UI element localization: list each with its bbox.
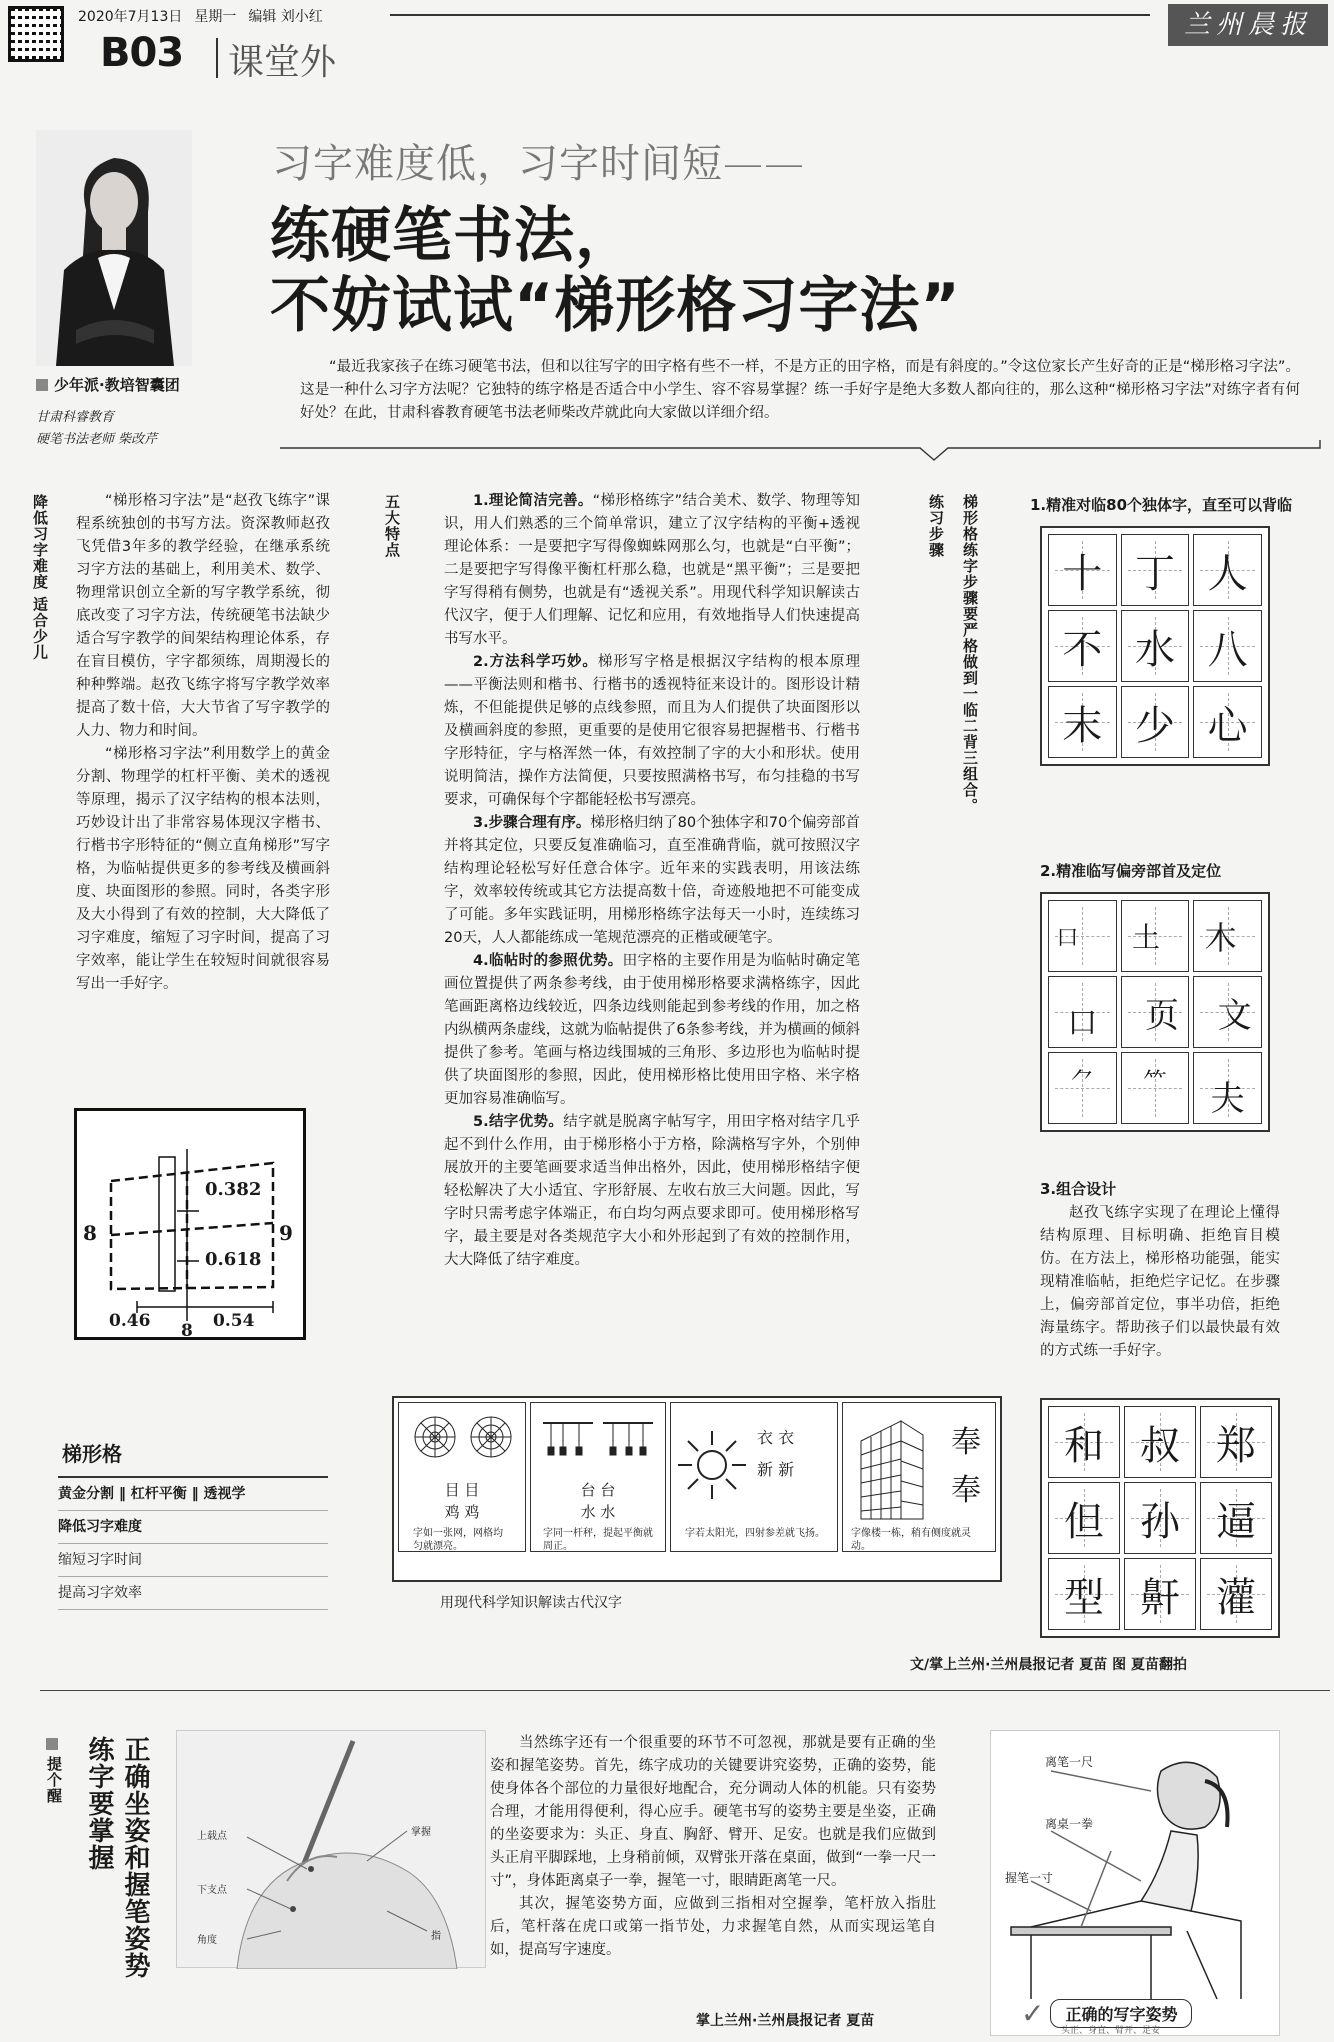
posture-figure (990, 1730, 1280, 2036)
header-meta (78, 6, 323, 26)
bottom-edge-label: 8 (181, 1321, 193, 1341)
step-3-title: 3.组合设计 (1040, 1180, 1117, 1198)
practice-cell: 丁 (1121, 534, 1190, 606)
feature-3 (444, 812, 860, 950)
square-icon (36, 379, 48, 391)
practice-cell: 心 (1193, 686, 1262, 758)
section-name: 课堂外 (228, 42, 337, 83)
posture-label: 离桌一拳 (1045, 1817, 1094, 1831)
illus-caption: 字像楼一栋，稍有侧度就灵动。 (851, 1528, 971, 1552)
radical-cell: ⺈ (1048, 1052, 1117, 1124)
posture-label: 离笔一尺 (1045, 1755, 1094, 1769)
feature-3-text: 梯形格归纳了80个独体字和70个偏旁部首并将其定位，只要反复准确临习，直至准确背临，就可按照汉字结构理论轻松写好任意合体字。近年来的实践表明，用该法练字，效率较传统或其它方法提高数十倍，奇迹般地把不可能变成了可能。多年实践证明，用梯形格练字法每天一小时，连续练习20天，人人都能练成一笔规范漂亮的正楷或硬笔字。 (444, 815, 860, 946)
student-icon (991, 1731, 1281, 2001)
illus-caption: 字如一张网，网格均匀就漂亮。 (413, 1528, 503, 1552)
scale-icon (533, 1409, 663, 1469)
lead-bracket (280, 440, 1330, 462)
compound-cell: 和 (1048, 1406, 1120, 1478)
left-body (76, 490, 330, 996)
legend-item: 提高习字效率 (58, 1577, 328, 1610)
posture-subcaption: 头正、身直、臂开、足安 (1061, 2026, 1161, 2036)
illus-caption: 字同一杆秤，提起平衡就周正。 (543, 1528, 653, 1552)
masthead: 兰州晨报 (1168, 4, 1328, 46)
practice-cell: 八 (1193, 610, 1262, 682)
practice-cell: 人 (1193, 534, 1262, 606)
legend-title: 梯形格 (62, 1442, 122, 1466)
feature-2 (444, 651, 860, 812)
legend-list (58, 1476, 328, 1610)
step-3-grid (1040, 1398, 1280, 1638)
compound-cell: 灌 (1200, 1558, 1272, 1630)
check-icon: ✓ (1021, 1997, 1045, 2030)
editor: 编辑 刘小红 (248, 9, 323, 25)
illus-chars: 目 目 (444, 1481, 480, 1499)
building-icon (851, 1411, 931, 1521)
feature-4-head: 4.临帖时的参照优势。 (473, 953, 623, 969)
left-edge-label: 8 (83, 1221, 97, 1245)
bottom-title-2: 练字要掌握 (84, 1736, 114, 1871)
compound-cell: 鼾 (1124, 1558, 1196, 1630)
hand-label: 上载点 (197, 1831, 227, 1842)
tip-label: 提个醒 (45, 1756, 63, 1804)
column-tag (36, 374, 180, 395)
compound-cell: 郑 (1200, 1406, 1272, 1478)
right-edge-label: 9 (279, 1221, 293, 1245)
bottom-title-1: 正确坐姿和握笔姿势 (120, 1736, 150, 1979)
feature-4 (444, 950, 860, 1111)
bottom-body (490, 1732, 936, 1962)
feature-1-head: 1.理论简洁完善。 (473, 493, 593, 509)
author-name: 硬笔书法老师 柴改芹 (36, 432, 158, 447)
page-number: B03 (100, 30, 184, 76)
author-photo (36, 130, 192, 366)
practice-cell: 末 (1048, 686, 1117, 758)
spiderweb-icon (401, 1409, 525, 1469)
bottom-paragraph-2: 其次，握笔姿势方面，应做到三指相对空握拳，笔杆放入指肚后，笔杆落在虎口或第一指节处，力求握笔自然，从而实现运笔自如，提高写字速度。 (490, 1896, 936, 1958)
sun-icon (677, 1425, 747, 1505)
radical-cell: ⺮ (1121, 1052, 1190, 1124)
feature-3-head: 3.步骤合理有序。 (473, 815, 591, 831)
mid-side-title: 五大特点 (383, 494, 401, 558)
illus-chars: 奉 (951, 1473, 981, 1508)
header-rule (390, 14, 1150, 16)
issue-weekday: 星期一 (194, 9, 237, 25)
step-3-text: 赵孜飞练字实现了在理论上懂得结构原理、目标明确、拒绝盲目模仿。在方法上，梯形格功能强，能实现精准临帖，拒绝烂字记忆。在步骤上，偏旁部首定位，事半功倍，拒绝海量练字。帮助孩子们以最快最有效的方式练一手好字。 (1040, 1205, 1280, 1359)
hand-label: 下支点 (197, 1885, 227, 1896)
illus-chars: 水 水 (580, 1503, 616, 1521)
illus-chars: 新 新 (757, 1460, 795, 1479)
step-1-grid (1040, 526, 1270, 766)
illus-chars: 鸡 鸡 (444, 1503, 480, 1521)
radical-cell: 土 (1121, 900, 1190, 972)
hand-label: 角度 (197, 1935, 217, 1946)
feature-5-head: 5.结字优势。 (473, 1114, 564, 1130)
title-line-2: 不妨试试“梯形格习字法” (270, 271, 961, 341)
feature-4-text: 田字格的主要作用是为临帖时确定笔画位置提供了两条参考线，由于使用梯形格要求满格练字，因此笔画距离格边线较近，四条边线则能起到参考线的作用，加之格内纵横两条虚线，这就为临帖提供了6条参考线，并为横画的倾斜提供了参考。笔画与格边线围城的三角形、多边形也为临帖时提供了块面图形的参照，因此，使用梯形格比使用田字格、米字格更加容易准确临写。 (444, 953, 860, 1107)
ratio-label-046: 0.46 (109, 1311, 151, 1331)
right-side-title-1: 练习步骤 (927, 494, 945, 558)
illustration-lever (530, 1402, 666, 1552)
legend-item: 降低习字难度 (58, 1511, 328, 1544)
bottom-byline: 掌上兰州·兰州晨报记者 夏苗 (696, 2013, 875, 2029)
illustration-caption: 用现代科学知识解读古代汉字 (440, 1595, 622, 1611)
article-byline: 文/掌上兰州·兰州晨报记者 夏苗 图 夏苗翻拍 (910, 1657, 1188, 1673)
feature-5-text: 结字就是脱离字帖写字，用田字格对结字几乎起不到什么作用，由于梯形格小于方格，除满格写字外，个别伸展放开的主要笔画要求适当伸出格外，因此，使用梯形格结字便轻松解决了大小适宜、字形舒展、左收右放三大问题。因此，写字时只需考虑字体端正，布白均匀两点要求即可。使用梯形格写字，最主要是对各类规范字大小和外形起到了有效的控制作用，大大降低了结字难度。 (444, 1114, 860, 1268)
right-side-title-2: 梯形格练字步骤要严格做到一临二背三组合。 (961, 494, 979, 814)
compound-cell: 型 (1048, 1558, 1120, 1630)
tip-square-icon (46, 1738, 58, 1750)
practice-cell: 十 (1048, 534, 1117, 606)
illustration-building (842, 1402, 996, 1552)
compound-cell: 逼 (1200, 1482, 1272, 1554)
issue-date: 2020年7月13日 (78, 9, 183, 25)
hand-label: 掌握 (411, 1827, 431, 1838)
radical-cell: 夫 (1193, 1052, 1262, 1124)
compound-cell: 孙 (1124, 1482, 1196, 1554)
posture-caption: 正确的写字姿势 (1050, 1999, 1192, 2028)
hand-label: 指 (431, 1931, 441, 1942)
qr-code (8, 6, 64, 62)
illus-chars: 衣 衣 (757, 1428, 795, 1447)
legend-item: 缩短习字时间 (58, 1544, 328, 1577)
radical-cell: 口 (1048, 976, 1117, 1048)
section-rule (40, 1690, 1330, 1691)
step-2-title: 2.精准临写偏旁部首及定位 (1040, 862, 1222, 880)
compound-cell: 叔 (1124, 1406, 1196, 1478)
feature-2-text: 梯形写字格是根据汉字结构的根本原理——平衡法则和楷书、行楷书的透视特征来设计的。图形设计精炼，不但能提供足够的点线参照，而且为人们提供了块面图形以及横画斜度的参照，更重要的是使用它很容易把握楷书、行楷书字形特征，字与格浑然一体，有效控制了字的大小和形状。使用说明简洁，操作方法简便，只要按照满格书写，布匀挂稳的书写要求，可确保每个字都能轻松书写漂亮。 (444, 654, 860, 808)
illustration-sun (670, 1402, 838, 1552)
section-divider (216, 38, 218, 78)
illus-caption: 字若太阳光，四射参差就飞扬。 (685, 1528, 825, 1539)
radical-cell: 文 (1193, 976, 1262, 1048)
illustration-web (398, 1402, 526, 1552)
bottom-paragraph-1: 当然练字还有一个很重要的环节不可忽视，那就是要有正确的坐姿和握笔姿势。首先，练字成功的关键要讲究姿势，正确的姿势，能使身体各个部位的力量很好地配合，充分调动人体的机能。只有姿势合理，才能用得便利，得心应手。硬笔书写的姿势主要是坐姿，正确的坐姿要求为：头正、身直、胸舒、臂开、足安。也就是我们应做到头正肩平脚踩地，上身稍前倾，双臂张开落在桌面，做到“一拳一尺一寸”，身体距离桌子一拳，握笔一寸，眼睛距离笔一尺。 (490, 1735, 936, 1889)
radical-cell: 木 (1193, 900, 1262, 972)
step-1-title: 1.精准对临80个独体字，直至可以背临 (1030, 496, 1293, 514)
grip-photo (176, 1730, 486, 1968)
radical-cell: 口 (1048, 900, 1117, 972)
ratio-label-0618: 0.618 (205, 1249, 262, 1270)
feature-1-text: “梯形格练字”结合美术、数学、物理等知识，用人们熟悉的三个简单常识，建立了汉字结构的平衡+透视理论体系：一是要把字写得像蜘蛛网那么匀，也就是“白平衡”；二是要把字写得像平衡杠杆那么稳，也就是“黑平衡”；三是要把字写得稍有侧势，也就是有“透视关系”。用现代科学知识解读古代汉字，便于人们理解、记忆和应用，有效地指导人们快速提高书写水平。 (444, 493, 860, 647)
ratio-label-0382: 0.382 (205, 1179, 262, 1200)
column-name: 少年派·教培智囊团 (54, 376, 180, 394)
author-org: 甘肃科睿教育 (36, 410, 115, 425)
radical-cell: 页 (1121, 976, 1190, 1048)
ratio-label-054: 0.54 (213, 1311, 255, 1331)
practice-cell: 少 (1121, 686, 1190, 758)
kicker: 习字难度低，习字时间短—— (272, 141, 805, 187)
step-2-grid (1040, 892, 1270, 1132)
mid-body (444, 490, 860, 1272)
posture-label: 握笔一寸 (1005, 1871, 1054, 1885)
illus-chars: 台 台 (580, 1481, 616, 1499)
illus-chars: 奉 (951, 1425, 981, 1460)
compound-cell: 但 (1048, 1482, 1120, 1554)
practice-cell: 不 (1048, 610, 1117, 682)
left-paragraph-1: “梯形格习字法”是“赵孜飞练字”课程系统独创的书写方法。资深教师赵孜飞凭借3年多的教学经验，在继承系统习字方法的基础上，利用美术、数学、物理常识创立全新的写字教学系统，彻底改变了习字方法，传统硬笔书法缺少适合写字教学的间架结构理论体系，存在盲目模仿，字字都须练，周期漫长的种种弊端。赵孜飞练字将写字教学效率提高了数十倍，大大节省了写字教学的人力、物力和时间。 (76, 493, 330, 739)
practice-cell: 水 (1121, 610, 1190, 682)
feature-1 (444, 490, 860, 651)
trapezoid-diagram (74, 1108, 306, 1340)
legend-item: 黄金分割 ‖ 杠杆平衡 ‖ 透视学 (58, 1476, 328, 1511)
left-paragraph-2: “梯形格习字法”利用数学上的黄金分割、物理学的杠杆平衡、美术的透视等原理，揭示了汉字结构的根本法则，巧妙设计出了非常容易体现汉字楷书、行楷书字形特征的“侧立直角梯形”写字格，为临帖提供更多的参考线及横画斜度、块面图形的参照。同时，各类字形及大小得到了有效的控制，大大降低了习字难度，缩短了习字时间，提高了习字效率，能让学生在较短时间就很容易写出一手好字。 (76, 746, 330, 992)
feature-2-head: 2.方法科学巧妙。 (473, 654, 598, 670)
left-side-title: 降低习字难度 适合少儿 (31, 494, 49, 661)
illustration-strip (392, 1396, 1002, 1582)
title-line-1: 练硬笔书法， (270, 201, 636, 271)
lead-paragraph: “最近我家孩子在练习硬笔书法，但和以往写字的田字格有些不一样，不是方正的田字格，而是有斜度的。”令这位家长产生好奇的正是“梯形格习字法”。这是一种什么习字方法呢？它独特的练字格是否适合中小学生、容不容易掌握？练一手好字是绝大多数人都向往的，那么这种“梯形格习字法”对练字者有何好处？在此，甘肃科睿教育硬笔书法老师柴改芹就此向大家做以详细介绍。 (300, 359, 1300, 421)
feature-5 (444, 1111, 860, 1272)
